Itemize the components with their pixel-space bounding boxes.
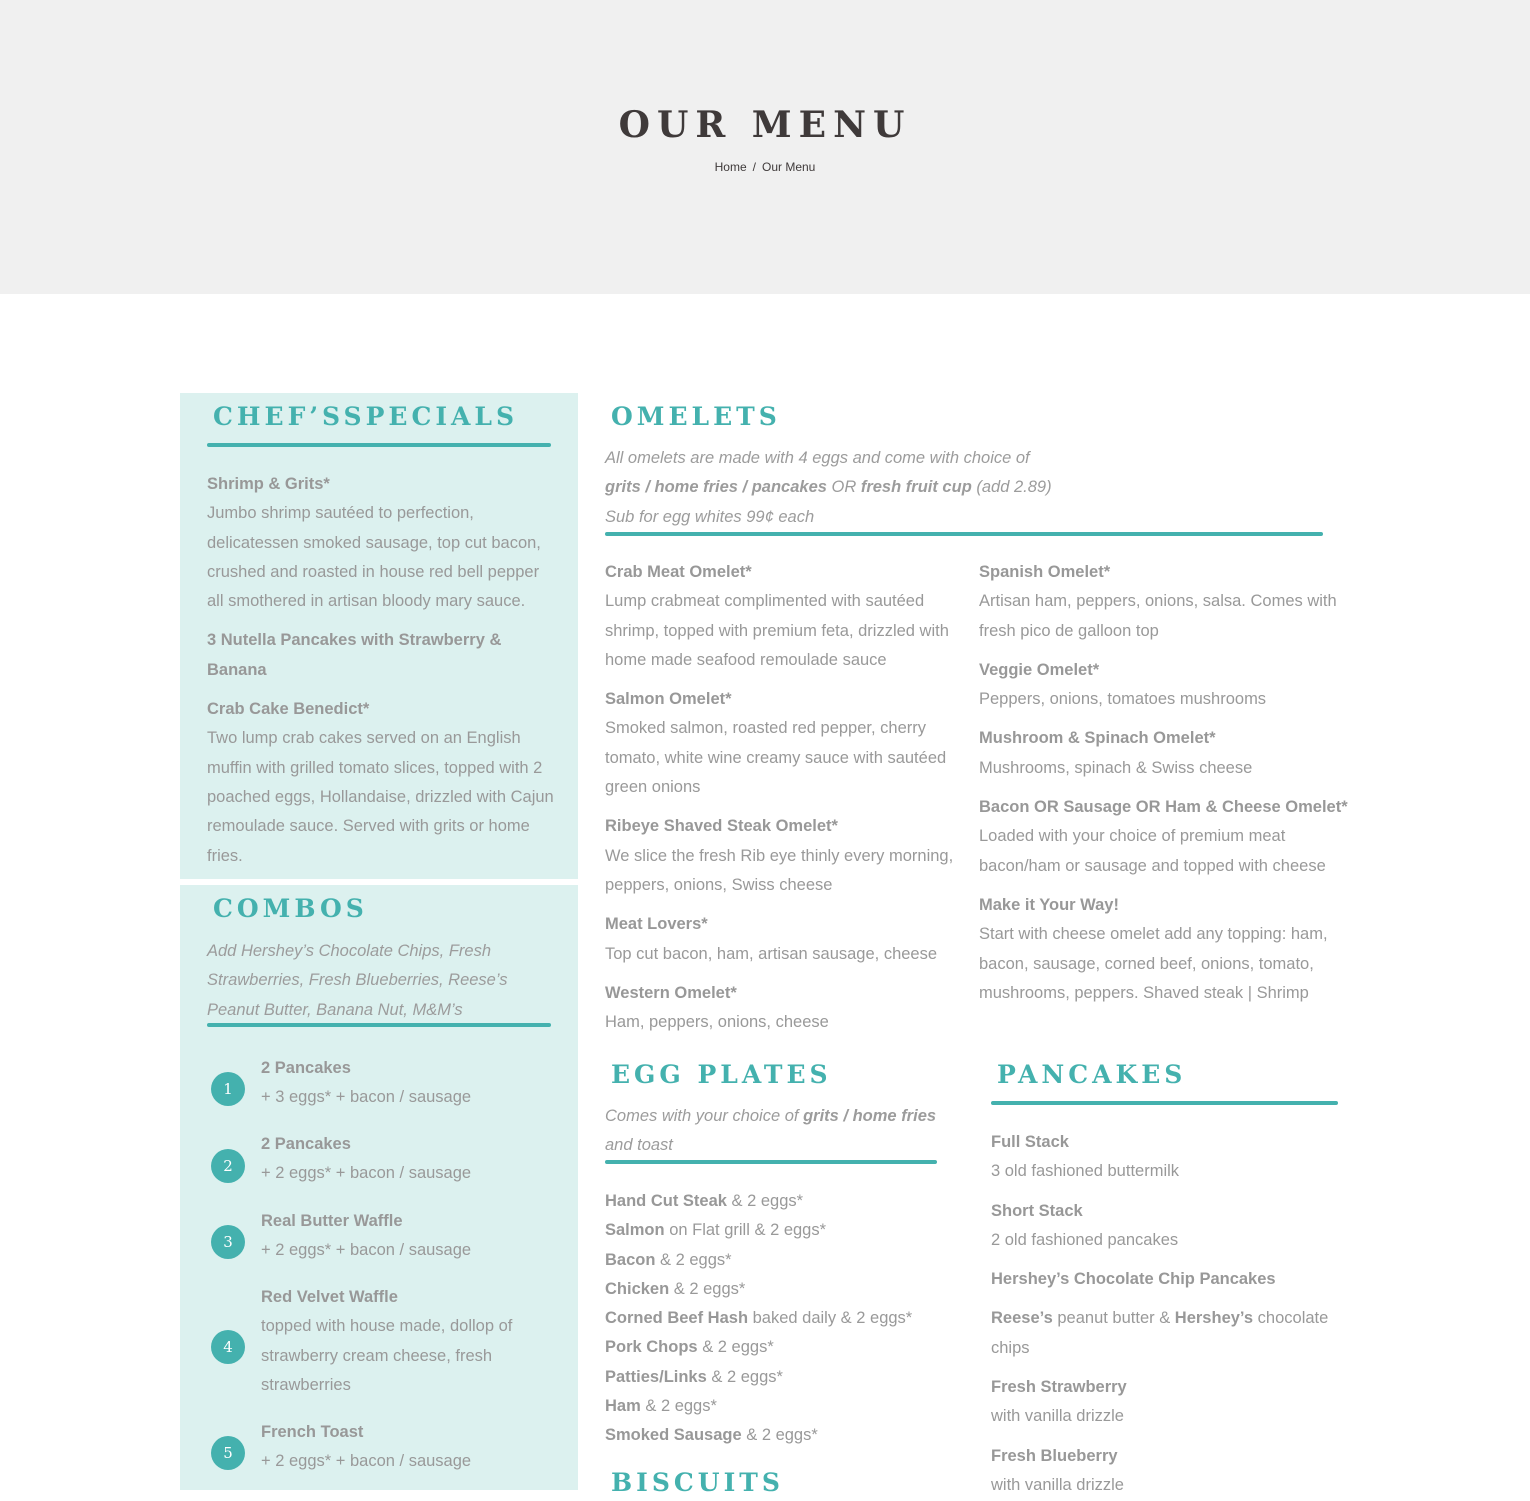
combo-item-description: topped with house made, dollop of strawberry cream cheese, fresh strawberries [261, 1317, 513, 1394]
menu-item-description: Start with cheese omelet add any topping: ham, bacon, sausage, corned beef, onions, tomato, mushrooms, peppers. Shaved steak | Shrimp [979, 925, 1328, 1002]
list-item: Pork Chops & 2 eggs* [605, 1338, 774, 1357]
egg-plates-intro: Comes with your choice of grits / home fries and toast [605, 1107, 937, 1155]
menu-item-description: Artisan ham, peppers, onions, salsa. Comes with fresh pico de galloon top [979, 592, 1337, 640]
menu-item-name: Mushroom & Spinach Omelet* [979, 729, 1216, 748]
menu-item-name: Full Stack [991, 1133, 1069, 1151]
combo-item-description: + 2 eggs* + bacon / sausage [261, 1452, 472, 1471]
combos-intro: Add Hershey’s Chocolate Chips, Fresh Strawberries, Fresh Blueberries, Reese’s Peanut Butter, Banana Nut, M&M’s [207, 942, 508, 1019]
menu-item-name: 3 Nutella Pancakes with Strawberry & Banana [207, 631, 502, 679]
menu-item-name: Crab Meat Omelet* [605, 563, 752, 581]
combo-item [261, 1207, 561, 1266]
egg-plates-list [605, 1187, 965, 1451]
menu-item-name: Fresh Strawberry [991, 1378, 1127, 1397]
menu-item-description: Smoked salmon, roasted red pepper, cherry tomato, white wine creamy sauce with sautéed green onions [605, 719, 947, 797]
menu-item-description: Lump crabmeat complimented with sautéed shrimp, topped with premium feta, drizzled with home made seafood remoulade sauce [605, 592, 949, 669]
breadcrumb-current: Our Menu [762, 160, 816, 174]
menu-item-name: Short Stack [991, 1201, 1083, 1220]
biscuits-heading: BISCUITS [611, 1468, 784, 1497]
omelets-fruit-option: fresh fruit cup [860, 478, 972, 497]
menu-item-name: Meat Lovers* [605, 915, 708, 934]
breadcrumb [0, 160, 1530, 174]
omelets-intro-line: Sub for egg whites 99¢ each [605, 507, 815, 526]
combo-number-badge: 5 [211, 1436, 245, 1470]
menu-item-description: 3 old fashioned buttermilk [991, 1162, 1180, 1181]
list-item: Salmon on Flat grill & 2 eggs* [605, 1221, 827, 1240]
list-item: Smoked Sausage & 2 eggs* [605, 1426, 818, 1445]
combo-number-badge: 3 [211, 1225, 245, 1259]
menu-item-name: Ribeye Shaved Steak Omelet* [605, 817, 838, 836]
breadcrumb-home-link[interactable]: Home [714, 160, 747, 174]
pancakes-divider [991, 1101, 1338, 1105]
omelets-intro-line: grits / home fries / pancakes OR fresh fruit cup (add 2.89) [605, 478, 1052, 497]
list-item: Chicken & 2 eggs* [605, 1279, 746, 1298]
egg-plates-sides: grits / home fries [803, 1107, 937, 1125]
chefs-specials-divider [207, 443, 551, 447]
egg-plates-heading: EGG PLATES [611, 1060, 832, 1089]
menu-item-description: We slice the fresh Rib eye thinly every morning, peppers, onions, Swiss cheese [605, 846, 954, 894]
egg-plates-divider [605, 1160, 937, 1164]
menu-item-description: Ham, peppers, onions, cheese [605, 1013, 829, 1032]
omelets-heading: OMELETS [611, 402, 781, 431]
pancakes-heading: PANCAKES [997, 1060, 1187, 1089]
combo-item [261, 1283, 551, 1400]
combo-item-name: 2 Pancakes [261, 1135, 351, 1153]
combo-item-description: + 3 eggs* + bacon / sausage [261, 1088, 472, 1107]
omelets-intro-line: All omelets are made with 4 eggs and come with choice of [605, 449, 1030, 467]
menu-item-description: Jumbo shrimp sautéed to perfection, delicatessen smoked sausage, top cut bacon, crushed and roasted in house red bell pepper all smothered in artisan bloody mary sauce. [207, 504, 541, 611]
menu-item-name: Spanish Omelet* [979, 563, 1111, 581]
menu-item-description: with vanilla drizzle [991, 1475, 1124, 1494]
breadcrumb-separator: / [752, 160, 756, 174]
combo-item-description: + 2 eggs* + bacon / sausage [261, 1241, 472, 1260]
combo-item [261, 1418, 561, 1477]
menu-item-name: Make it Your Way! [979, 895, 1119, 914]
combo-item-description: + 2 eggs* + bacon / sausage [261, 1164, 472, 1183]
combo-number-badge: 4 [211, 1330, 245, 1364]
menu-item-name: Fresh Blueberry [991, 1446, 1118, 1465]
chefs-specials-list [207, 470, 557, 871]
combo-item-name: 2 Pancakes [261, 1059, 351, 1077]
menu-item-name: Salmon Omelet* [605, 690, 732, 709]
omelets-left-column [605, 558, 971, 1037]
omelets-right-column [979, 558, 1347, 1008]
list-item: Corned Beef Hash baked daily & 2 eggs* [605, 1309, 913, 1328]
menu-item-name: Crab Cake Benedict* [207, 700, 370, 719]
combos-divider [207, 1023, 551, 1027]
omelets-intro [605, 444, 1305, 532]
menu-item-description: Peppers, onions, tomatoes mushrooms [979, 690, 1267, 709]
menu-item-name: Bacon OR Sausage OR Ham & Cheese Omelet* [979, 798, 1348, 817]
menu-item-description: Two lump crab cakes served on an English muffin with grilled tomato slices, topped with 2 poached eggs, Hollandaise, drizzled with Cajun remoulade sauce. Served with grits or home fries. [207, 729, 554, 865]
combo-item-name: Red Velvet Waffle [261, 1288, 398, 1306]
menu-item-name: Veggie Omelet* [979, 660, 1100, 679]
menu-item-name: Western Omelet* [605, 983, 737, 1002]
list-item: Hand Cut Steak & 2 eggs* [605, 1192, 804, 1210]
list-item: Bacon & 2 eggs* [605, 1250, 732, 1269]
combo-item-name: French Toast [261, 1423, 364, 1441]
menu-item-name: Shrimp & Grits* [207, 475, 330, 493]
combo-item [261, 1130, 561, 1189]
combo-number-badge: 1 [211, 1072, 245, 1106]
page-title: OUR MENU [618, 104, 912, 146]
combo-item-name: Real Butter Waffle [261, 1212, 403, 1230]
menu-item-description: Loaded with your choice of premium meat bacon/ham or sausage and topped with cheese [979, 827, 1326, 875]
omelets-divider [605, 532, 1323, 536]
list-item: Patties/Links & 2 eggs* [605, 1367, 783, 1386]
combo-item [261, 1054, 561, 1113]
menu-item-description: 2 old fashioned pancakes [991, 1230, 1179, 1249]
chefs-specials-heading: CHEF’SSPECIALS [213, 402, 519, 431]
list-item: Ham & 2 eggs* [605, 1397, 717, 1416]
omelets-sides: grits / home fries / pancakes [605, 478, 827, 497]
pancakes-list [991, 1128, 1341, 1500]
menu-item-name: Hershey’s Chocolate Chip Pancakes [991, 1270, 1276, 1289]
menu-item-description: Top cut bacon, ham, artisan sausage, cheese [605, 944, 938, 963]
combo-number-badge: 2 [211, 1149, 245, 1183]
page-header [0, 0, 1530, 294]
menu-item-description: Mushrooms, spinach & Swiss cheese [979, 758, 1253, 777]
menu-item-description: Reese’s peanut butter & Hershey’s chocolate chips [991, 1309, 1329, 1357]
menu-item-description: with vanilla drizzle [991, 1407, 1124, 1426]
combos-heading: COMBOS [213, 894, 368, 923]
